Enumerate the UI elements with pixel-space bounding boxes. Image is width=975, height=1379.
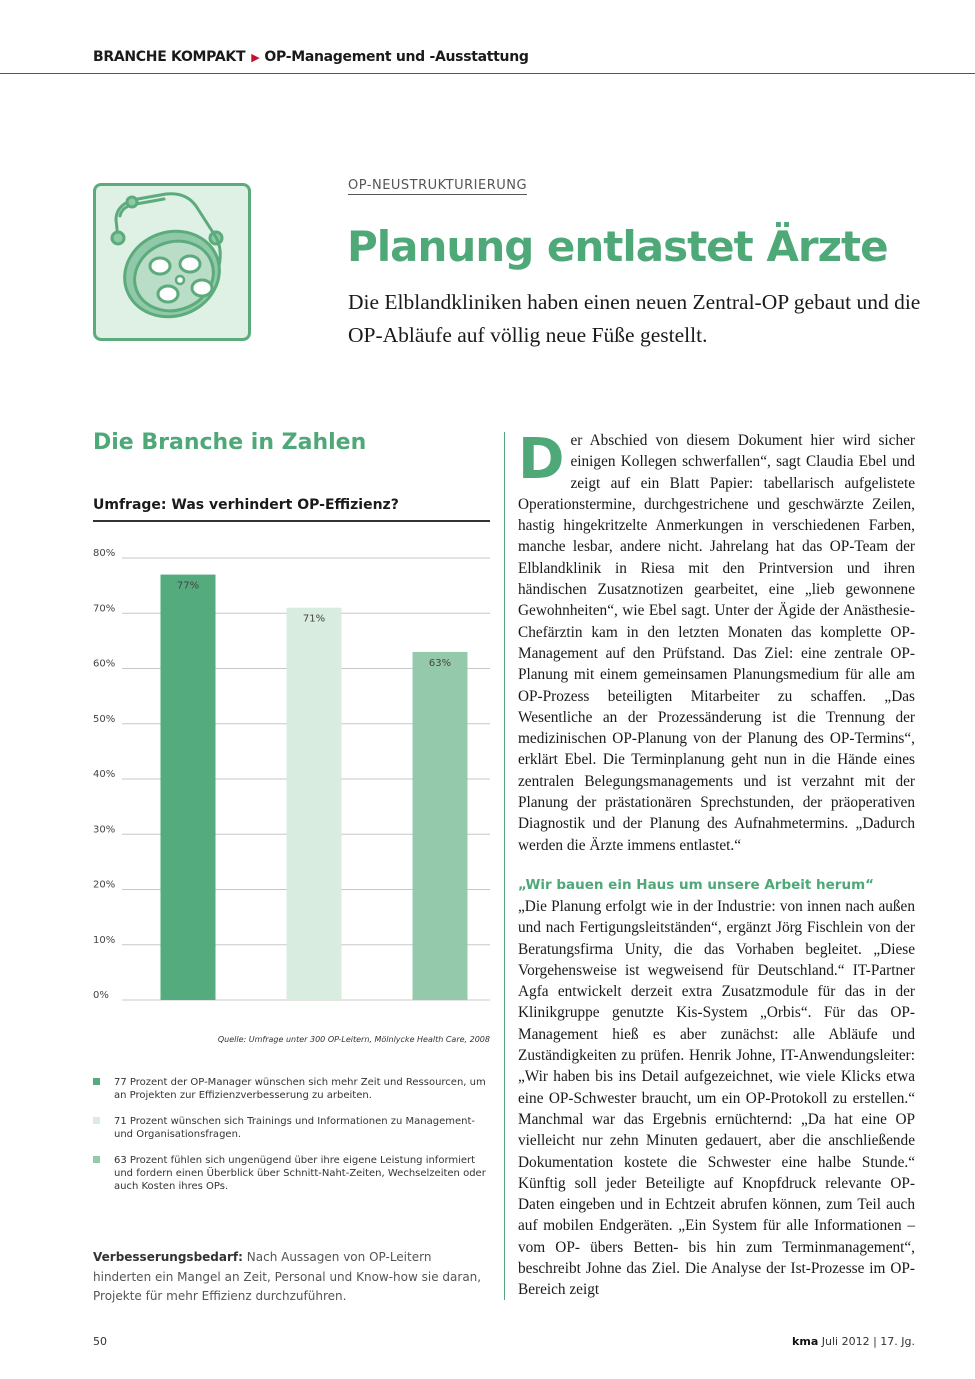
bar-chart <box>88 540 498 1010</box>
y-tick-label: 0% <box>93 990 109 1001</box>
bar-value-label: 77% <box>176 580 200 592</box>
header-topic: OP-Management und -Ausstattung <box>264 49 529 65</box>
chart-source: Quelle: Umfrage unter 300 OP-Leitern, Mölnlycke Health Care, 2008 <box>217 1035 490 1044</box>
running-header <box>93 49 529 65</box>
legend-text: 77 Prozent der OP-Manager wünschen sich mehr Zeit und Ressourcen, um an Projekten zur Effizienzverbesserung zu arbeiten. <box>114 1077 486 1101</box>
y-tick-label: 80% <box>93 548 116 559</box>
y-tick-label: 70% <box>93 603 116 615</box>
legend-text: 63 Prozent fühlen sich ungenügend über ihre eigene Leistung informiert und fordern einen Überblick über Schnitt-Naht-Zeiten, Wechselzeiten oder auch Kosten ihres OPs. <box>114 1155 486 1192</box>
y-tick-label: 10% <box>93 934 116 946</box>
bar <box>287 608 342 1000</box>
survey-title: Umfrage: Was verhindert OP-Effizienz? <box>93 497 399 513</box>
column-rule <box>504 432 505 1300</box>
bar-value-label: 71% <box>302 613 326 625</box>
legend-swatch <box>93 1078 100 1085</box>
paragraph: „Die Planung erfolgt wie in der Industrie: von innen nach außen und nach Fertigungsleitständen“, ergänzt Jörg Fischlein von der Beratungsfirma Unity, die das Vorhaben begleitet. „Diese Vorgehensweise ist wegweisend für Deutschland.“ IT-Partner Agfa entwickelt derzeit extra Zusatzmodule für das in der Klinikgruppe genutzte Kis-System „Orbis“. Für das OP-Management hieß es aber zunächst: alle Abläufe und Zuständigkeiten zu prüfen. Henrik Johne, IT-Anwendungsleiter: „Wir haben bis ins Detail aufgezeichnet, wie viele Klicks etwa eine OP-Schwester braucht, um ein OP-Protokoll zu erstellen.“ Manchmal war das Ergebnis ernüchternd: „Da hat eine OP vielleicht nur zehn Minuten gedauert, aber die anschließende Dokumentation kostete die Schwester eine halbe Stunde.“ Künftig soll jeder Beteiligte auf Knopfdruck relevante OP-Daten eingeben und in Echtzeit abrufen können, zum Teil auch auf mobilen Endgeräten. „Ein System für alle Informationen – vom OP- übers Betten- bis hin zum Terminmanagement“, beschreibt Johne das Ziel. Die Analyse der Ist-Prozesse im OP-Bereich zeigt <box>518 897 915 1299</box>
subheading: „Wir bauen ein Haus um unsere Arbeit herum“ <box>518 876 875 893</box>
legend-swatch <box>93 1117 100 1124</box>
footnote-text: Nach Aussagen von OP-Leitern hinderten ein Mangel an Zeit, Personal und Know-how sie daran, Projekte für mehr Effizienz durchzuführen. <box>93 1250 482 1303</box>
sidebar-title: Die Branche in Zahlen <box>93 430 367 455</box>
triangle-right-icon: ▶ <box>251 51 260 64</box>
y-tick-label: 50% <box>93 713 116 725</box>
y-tick-label: 40% <box>93 769 116 780</box>
article-body <box>518 427 915 1301</box>
page-number: 50 <box>93 1335 107 1348</box>
y-tick-label: 30% <box>93 824 116 836</box>
header-rule <box>0 73 975 74</box>
volume: 17. Jg. <box>880 1335 915 1348</box>
paragraph <box>518 427 915 856</box>
header-section: BRANCHE KOMPAKT <box>93 49 246 65</box>
issue-date: Juli 2012 <box>821 1335 870 1348</box>
magazine-name: kma <box>792 1335 819 1348</box>
article-deck: Die Elblandkliniken haben einen neuen Zentral-OP gebaut und die OP-Abläufe auf völlig neue Füße gestellt. <box>348 290 921 347</box>
drop-cap: D <box>518 427 565 492</box>
footer-separator: | <box>873 1335 881 1348</box>
legend-swatch <box>93 1156 100 1163</box>
surgical-lamp-icon <box>93 183 251 341</box>
survey-rule <box>93 520 490 522</box>
y-tick-label: 20% <box>93 879 116 891</box>
article-title: Planung entlastet Ärzte <box>347 222 888 271</box>
legend-text: 71 Prozent wünschen sich Trainings und Informationen zu Management- und Organisationsfragen. <box>114 1116 476 1140</box>
kicker: OP-NEUSTRUKTURIERUNG <box>348 178 528 193</box>
bar <box>413 652 468 1000</box>
footnote-label: Verbesserungsbedarf: <box>93 1250 243 1264</box>
sidebar-footnote <box>93 1248 493 1307</box>
bar-value-label: 63% <box>428 657 452 669</box>
y-tick-label: 60% <box>93 658 116 670</box>
bar <box>161 575 216 1000</box>
footer-info <box>792 1335 915 1348</box>
paragraph-text: er Abschied von diesem Dokument hier wird sicher einigen Kollegen schwerfallen“, sagt Claudia Ebel und zeigt auf ein Blatt Papier: tabellarisch aufgelistete Operationstermine, durchgestrichene und geschwärzte Zeilen, hastig hingekritzelte Anmerkungen in verschiedenen Farben, manche lesbar, andere nicht. Jahrelang hat das OP-Team der Elblandklinik in Riesa mit den Printversion und ihren händischen Zusatznotizen gearbeitet, eine „lieb gewonnene Gewohnheiten“, wie Ebel sagt. Unter der Ägide der Anästhesie-Chefärztin kam in den letzten Monaten das komplette OP-Management auf den Prüfstand. Das Ziel: eine zentrale OP-Planung mit einem gemeinsamen Planungsmedium für alle am OP-Prozess beteiligten Mitarbeiter zu schaffen. „Das Wesentliche an der Prozessänderung ist die Trennung der medizinischen OP-Planung von der Planung des OP-Termins“, erklärt Ebel. Die Terminplanung geht nun in die Hände eines zentralen Belegungsmanagements und ist verzahnt mit der Planung der prästationären Sprechstunden, der präoperativen Diagnostik und der Planung des Aufnahmetermins. „Dadurch werden die Ärzte immens entlastet.“ <box>518 432 915 854</box>
